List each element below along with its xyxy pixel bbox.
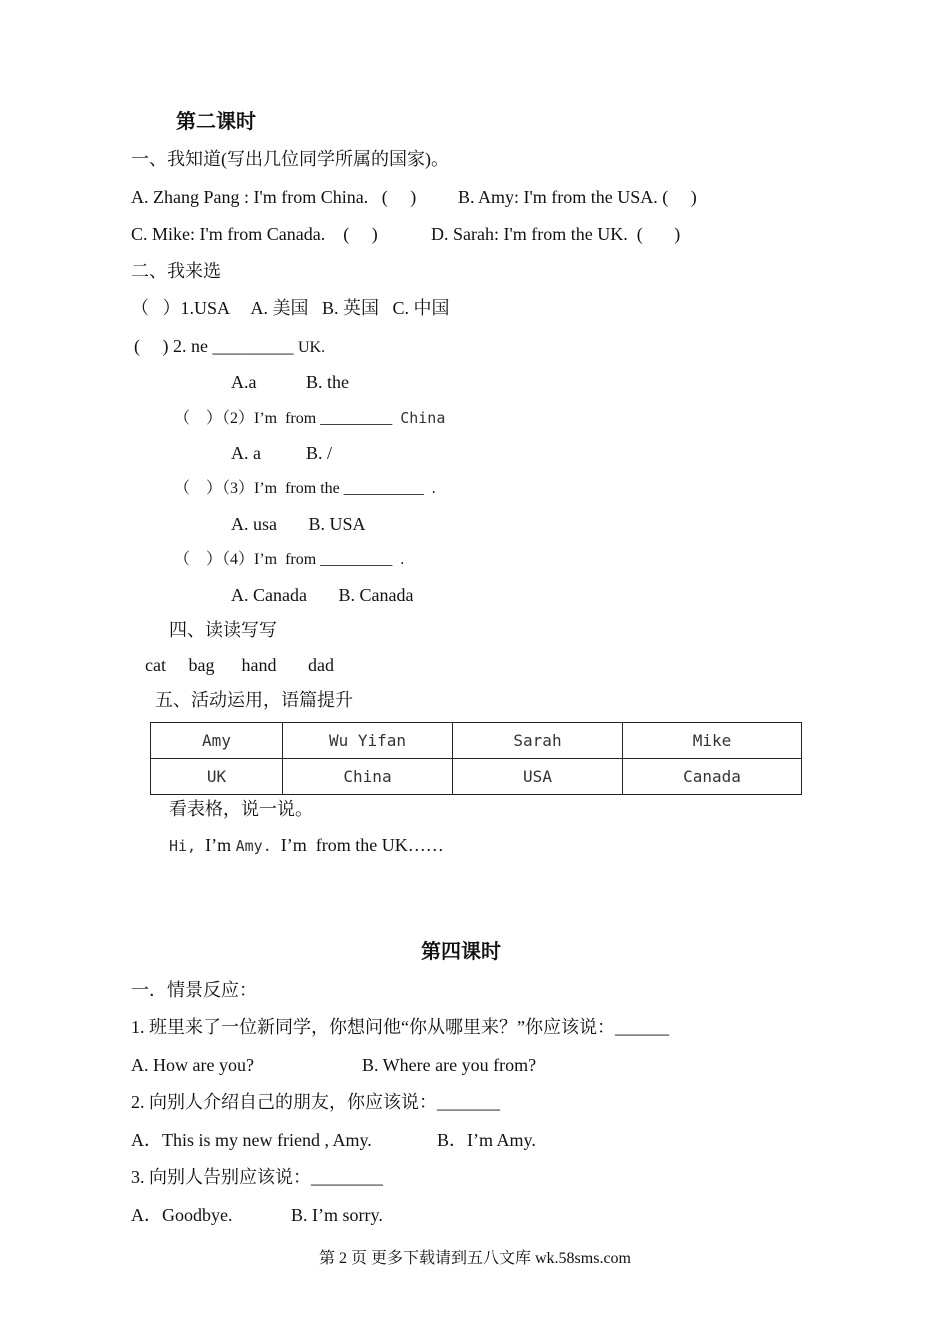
- table-row: [151, 723, 802, 759]
- lesson2-section4-title: 四、读读写写: [169, 620, 277, 640]
- table-cell: UK: [151, 759, 283, 795]
- choice-question-2: ( ) 2. ne _________ UK.: [134, 336, 326, 356]
- lesson2-section5-example: Hi, I’m Amy. I’m from the UK……: [169, 835, 444, 855]
- lesson4-question-1-option-a: A. How are you?: [131, 1055, 254, 1075]
- lesson4-section1-title: 一．情景反应：: [131, 980, 257, 1000]
- page-footer: 第 2 页 更多下载请到五八文库 wk.58sms.com: [318, 1250, 631, 1267]
- lesson4-question-1-option-b: B. Where are you from?: [362, 1055, 537, 1075]
- lesson4-question-3-option-b: B. I’m sorry.: [291, 1205, 383, 1225]
- choice-question-3-options: A. a B. /: [231, 443, 332, 463]
- choice-question-3: （ ）（2）I’m from _________ China: [174, 409, 446, 427]
- lesson2-item-d: D. Sarah: I'm from the UK. ( ): [431, 224, 681, 244]
- lesson2-section1-title: 一、我知道(写出几位同学所属的国家)。: [131, 149, 449, 169]
- table-cell: Wu Yifan: [283, 723, 453, 759]
- choice-question-1: （ ）1.USA A. 美国 B. 英国 C. 中国: [131, 298, 450, 318]
- lesson4-question-2-option-b: B．I’m Amy.: [437, 1130, 536, 1150]
- lesson4-question-3-option-a: A．Goodbye.: [131, 1205, 233, 1225]
- choice-question-5-options: A. Canada B. Canada: [231, 585, 414, 605]
- lesson4-question-2-option-a: A．This is my new friend , Amy.: [131, 1130, 372, 1150]
- lesson2-item-c: C. Mike: I'm from Canada. ( ): [131, 224, 378, 244]
- lesson2-item-a: A. Zhang Pang : I'm from China. ( ): [131, 187, 417, 207]
- lesson2-section4-words: cat bag hand dad: [145, 655, 334, 675]
- student-country-table: [150, 722, 802, 795]
- lesson4-question-1: 1. 班里来了一位新同学，你想问他“你从哪里来？”你应该说：______: [131, 1017, 669, 1037]
- choice-question-2-options: A.a B. the: [231, 372, 349, 392]
- table-cell: USA: [453, 759, 623, 795]
- table-row: [151, 759, 802, 795]
- table-cell: Canada: [623, 759, 802, 795]
- lesson4-title: 第四课时: [421, 941, 501, 963]
- lesson4-question-3: 3. 向别人告别应该说：________: [131, 1167, 383, 1187]
- lesson4-question-2: 2. 向别人介绍自己的朋友，你应该说：_______: [131, 1092, 500, 1112]
- lesson2-item-b: B. Amy: I'm from the USA. ( ): [458, 187, 697, 207]
- lesson2-section5-title: 五、活动运用，语篇提升: [155, 690, 353, 710]
- table-cell: Amy: [151, 723, 283, 759]
- choice-question-4: （ ）（3）I’m from the __________ .: [174, 480, 436, 497]
- lesson2-title: 第二课时: [176, 111, 256, 133]
- lesson2-section2-title: 二、我来选: [131, 261, 221, 281]
- table-cell: Sarah: [453, 723, 623, 759]
- choice-question-5: （ ）（4）I’m from _________ .: [174, 551, 405, 568]
- choice-question-4-options: A. usa B. USA: [231, 514, 366, 534]
- table-cell: China: [283, 759, 453, 795]
- table-cell: Mike: [623, 723, 802, 759]
- lesson2-section5-instruction: 看表格，说一说。: [169, 799, 313, 819]
